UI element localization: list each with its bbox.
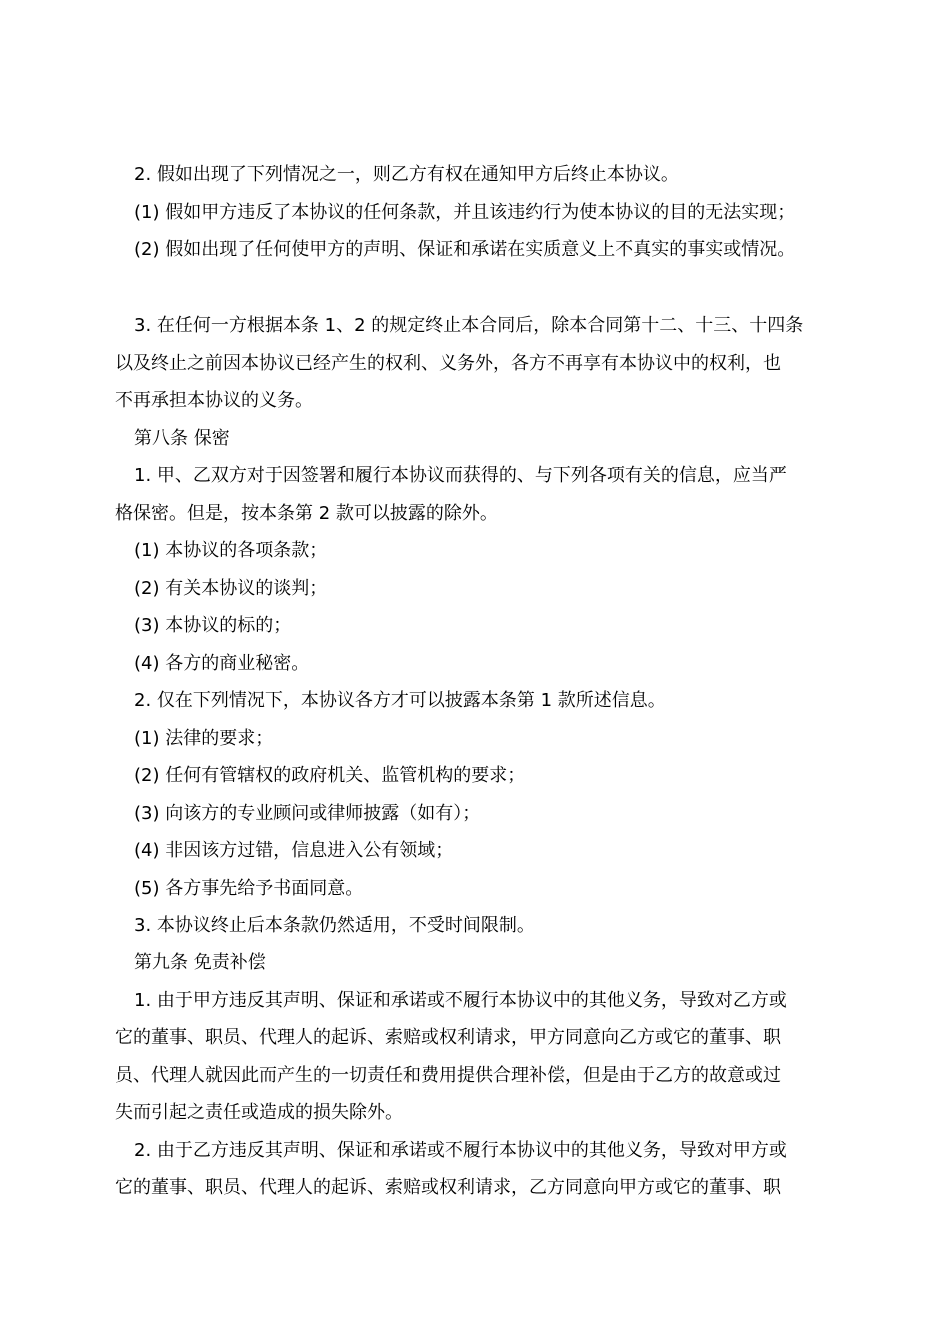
section-heading: 第九条 免责补偿 (134, 952, 266, 973)
paragraph-line: 以及终止之前因本协议已经产生的权利、义务外，各方不再享有本协议中的权利，也 (115, 353, 781, 374)
paragraph-line: 3. 在任何一方根据本条 1、2 的规定终止本合同后，除本合同第十二、十三、十四条 (134, 315, 804, 336)
paragraph-line: 它的董事、职员、代理人的起诉、索赔或权利请求，甲方同意向乙方或它的董事、职 (115, 1027, 781, 1048)
paragraph-line: 1. 甲、乙双方对于因签署和履行本协议而获得的、与下列各项有关的信息，应当严 (134, 465, 787, 486)
list-item: (3) 本协议的标的； (134, 615, 292, 636)
list-item: (2) 有关本协议的谈判； (134, 578, 328, 599)
paragraph-line: 员、代理人就因此而产生的一切责任和费用提供合理补偿，但是由于乙方的故意或过 (115, 1065, 781, 1086)
list-item: (2) 任何有管辖权的政府机关、监管机构的要求； (134, 765, 526, 786)
list-item: (3) 向该方的专业顾问或律师披露（如有）； (134, 803, 481, 824)
section-heading: 第八条 保密 (134, 428, 230, 449)
paragraph-line: (2) 假如出现了任何使甲方的声明、保证和承诺在实质意义上不真实的事实或情况。 (134, 239, 796, 260)
paragraph-line: 失而引起之责任或造成的损失除外。 (115, 1102, 403, 1123)
list-item: (1) 本协议的各项条款； (134, 540, 328, 561)
paragraph-line: (1) 假如甲方违反了本协议的任何条款，并且该违约行为使本协议的目的无法实现； (134, 202, 796, 223)
paragraph-line: 2. 假如出现了下列情况之一，则乙方有权在通知甲方后终止本协议。 (134, 164, 679, 185)
paragraph-line: 2. 由于乙方违反其声明、保证和承诺或不履行本协议中的其他义务，导致对甲方或 (134, 1140, 787, 1161)
paragraph-line: 3. 本协议终止后本条款仍然适用，不受时间限制。 (134, 915, 535, 936)
paragraph-line: 格保密。但是，按本条第 2 款可以披露的除外。 (115, 503, 498, 524)
paragraph-line: 2. 仅在下列情况下，本协议各方才可以披露本条第 1 款所述信息。 (134, 690, 666, 711)
paragraph-line: 它的董事、职员、代理人的起诉、索赔或权利请求，乙方同意向甲方或它的董事、职 (115, 1177, 781, 1198)
list-item: (5) 各方事先给予书面同意。 (134, 878, 364, 899)
paragraph-line: 1. 由于甲方违反其声明、保证和承诺或不履行本协议中的其他义务，导致对乙方或 (134, 990, 787, 1011)
list-item: (4) 非因该方过错，信息进入公有领域； (134, 840, 454, 861)
list-item: (1) 法律的要求； (134, 728, 274, 749)
list-item: (4) 各方的商业秘密。 (134, 653, 310, 674)
paragraph-line: 不再承担本协议的义务。 (115, 390, 313, 411)
